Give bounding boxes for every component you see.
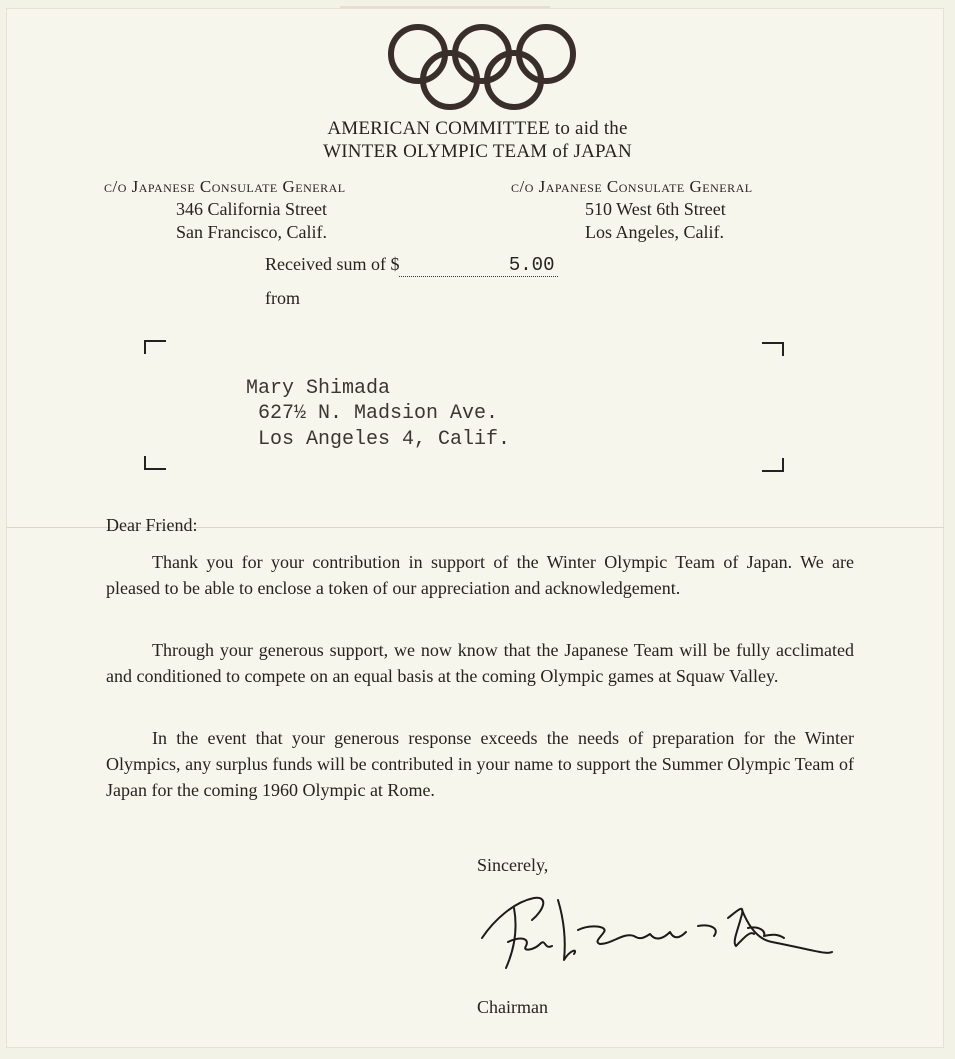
olympic-rings-logo [385,22,580,114]
salutation: Dear Friend: [106,515,198,535]
address-window-corner [144,456,166,470]
donor-house-fraction: ½ [294,402,307,425]
donor-street-name: N. Madsion Ave. [306,402,499,425]
address-window-corner [762,342,784,356]
letter-paragraph: Thank you for your contribution in support of the Winter Olympic Team of Japan. We are pleased to be able to enclose a token of our appreciation and acknowledgement. [106,552,854,598]
letter-paragraph: In the event that your generous response exceeds the needs of preparation for the Winter Olympics, any surplus funds will be contributed in your name to support the Summer Olympic Team of Japan for the coming 1960 Olympic at Rome. [106,728,854,800]
letter-paragraph: Through your generous support, we now know that the Japanese Team will be fully acclimated and conditioned to compete on an equal basis at the coming Olympic games at Squaw Valley. [106,640,854,686]
donor-street-address [258,401,498,427]
office-street: 510 West 6th Street [585,199,726,219]
signatory-title: Chairman [477,997,548,1017]
office-address-san-francisco [104,175,346,244]
office-city: San Francisco, Calif. [176,222,327,242]
top-edge-mark [340,6,550,8]
office-care-of: c/o Japanese Consulate General [511,177,753,196]
received-sum-line [265,254,558,277]
office-street: 346 California Street [176,199,327,219]
handwritten-signature [474,880,834,980]
office-city: Los Angeles, Calif. [585,222,724,242]
address-window-corner [144,340,166,354]
address-window-corner [762,458,784,472]
from-label: from [265,288,300,308]
letterhead-line-2: WINTER OLYMPIC TEAM of JAPAN [323,141,632,162]
donor-name: Mary Shimada [246,377,391,400]
office-address-los-angeles [511,175,753,244]
received-sum-label: Received sum of $ [265,254,400,274]
donor-city: Los Angeles 4, Calif. [258,428,511,451]
closing: Sincerely, [477,855,549,875]
letterhead-line-1: AMERICAN COMMITTEE to aid the [327,118,628,139]
donor-house-number: 627 [258,402,295,425]
received-amount: 5.00 [399,254,558,277]
office-care-of: c/o Japanese Consulate General [104,177,346,196]
